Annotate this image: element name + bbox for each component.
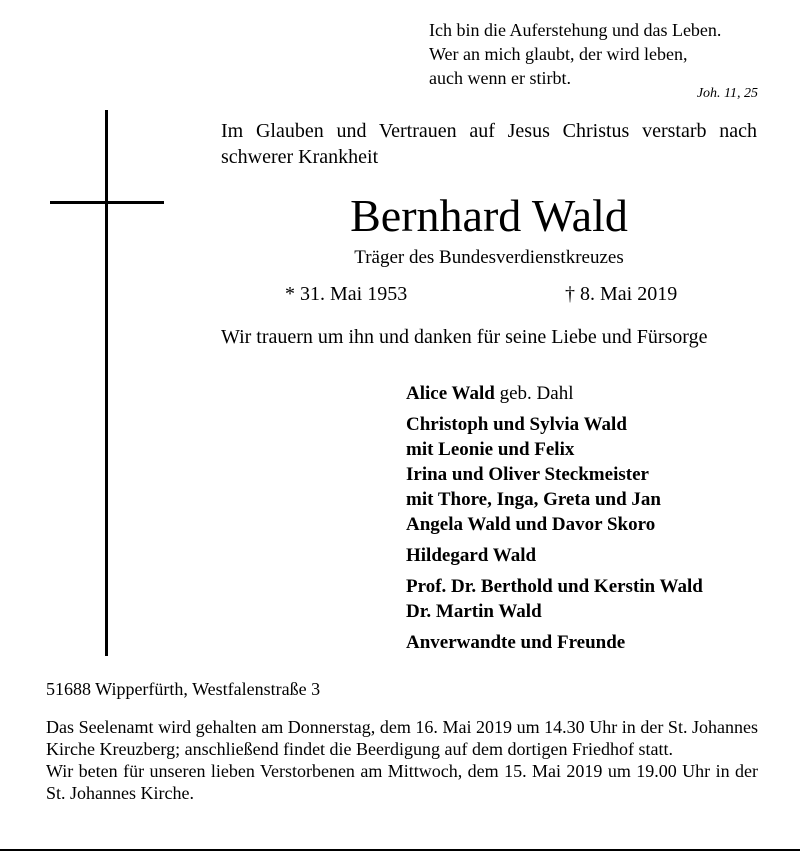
mourner-line: Dr. Martin Wald [406, 601, 542, 622]
mourner-line: mit Thore, Inga, Greta und Jan [406, 489, 661, 510]
mourning-line: Wir trauern um ihn und danken für seine Liebe und Fürsorge [221, 326, 708, 348]
quote-reference: Joh. 11, 25 [696, 86, 758, 101]
prayer-notice: Wir beten für unseren lieben Verstorbenen am Mittwoch, dem 15. Mai 2019 um 19.00 Uhr in der St. Johannes Kirche. [46, 761, 758, 803]
mourners-group-siblings [406, 574, 703, 624]
deceased-name: Bernhard Wald [350, 190, 628, 241]
cross-horizontal-bar [50, 201, 164, 204]
requiem-notice: Das Seelenamt wird gehalten am Donnerstag, dem 16. Mai 2019 um 14.30 Uhr in der St. Johannes Kirche Kreuzberg; anschließend findet die Beerdigung auf dem dortigen Friedhof statt. [46, 717, 758, 759]
mourners-group-relatives [406, 630, 703, 655]
cross-vertical-bar [105, 110, 108, 656]
birth-date: * 31. Mai 1953 [285, 283, 408, 305]
mourner-line: Hildegard Wald [406, 545, 537, 566]
mourner-line: mit Leonie und Felix [406, 439, 575, 460]
service-notice [46, 716, 758, 804]
mourners-group-parent [406, 543, 703, 568]
mourners-list [406, 381, 703, 661]
mourner-line: Anverwandte und Freunde [406, 632, 626, 653]
deceased-honor: Träger des Bundesverdienstkreuzes [354, 247, 624, 268]
quote-line: Ich bin die Auferstehung und das Leben. [429, 20, 722, 40]
intro-text: Im Glauben und Vertrauen auf Jesus Christus verstarb nach schwerer Krankheit [221, 120, 757, 168]
death-date: † 8. Mai 2019 [565, 283, 678, 305]
bible-quote [429, 18, 721, 90]
quote-line: auch wenn er stirbt. [429, 68, 571, 88]
mourner-line: Christoph und Sylvia Wald [406, 414, 627, 435]
mourner-line: Irina und Oliver Steckmeister [406, 464, 649, 485]
widow-maiden-name: geb. Dahl [499, 383, 574, 404]
quote-line: Wer an mich glaubt, der wird leben, [429, 44, 688, 64]
widow-name: Alice Wald [406, 383, 495, 404]
mourners-group-children [406, 412, 703, 537]
family-address: 51688 Wipperfürth, Westfalenstraße 3 [46, 679, 321, 699]
mourner-line: Prof. Dr. Berthold und Kerstin Wald [406, 576, 703, 597]
widow-entry [406, 381, 703, 406]
mourner-line: Angela Wald und Davor Skoro [406, 514, 656, 535]
